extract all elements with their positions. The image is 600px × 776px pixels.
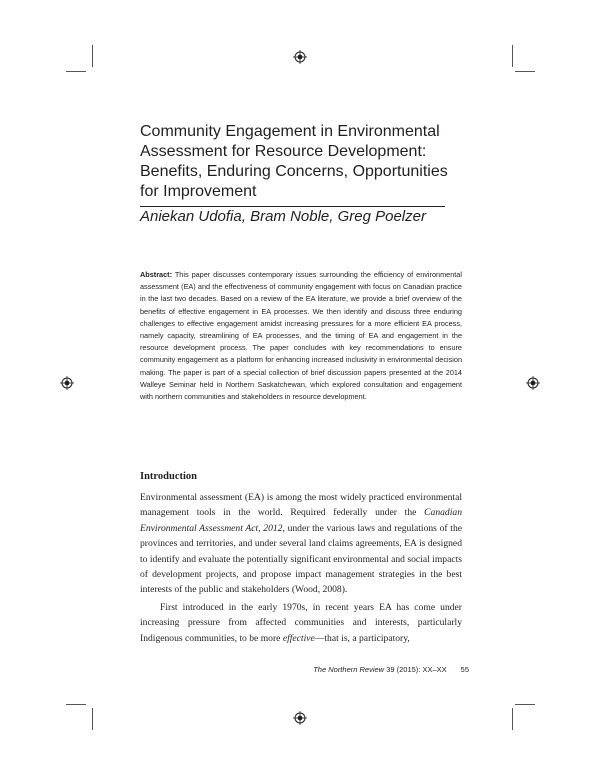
registration-mark-right-icon	[526, 376, 540, 390]
title-line-4: for Improvement	[140, 183, 257, 200]
body-paragraph-2	[140, 600, 462, 646]
p2-text-start: First introduced in the early 1970s, in recent years EA has come under increasing pressure from affected communities and interests, particularly Indigenous communities, to be more	[140, 602, 462, 644]
abstract-label: Abstract:	[140, 270, 173, 279]
abstract-text: This paper discusses contemporary issues surrounding the efficiency of environmental assessment (EA) and the effectiveness of community engagement with focus on Canadian practice in the last two decades. Based on a review of the EA literature, we provide a brief overview of the benefits of effective engagement in EA processes. We then identify and discuss three enduring challenges to effective engagement amidst increasing pressures for a more efficient EA process, namely capacity, streamlining of EA processes, and the timing of EA and engagement in the resource development process. The paper concludes with key recommendations to ensure community engagement as a platform for enhancing increased inclusivity in environmental decision making. The paper is part of a special collection of brief discussion papers presented at the 2014 Walleye Seminar held in Northern Saskatchewan, which explored consultation and engagement with northern communities and stakeholders in resource development.	[140, 270, 462, 402]
body-paragraph-1	[140, 490, 462, 598]
crop-mark-bottom-left-v	[92, 708, 93, 730]
registration-mark-top-icon	[293, 50, 307, 64]
p2-emphasis: effective	[282, 632, 315, 644]
author-list: Aniekan Udofia, Bram Noble, Greg Poelzer	[140, 208, 426, 225]
registration-mark-bottom-icon	[293, 711, 307, 725]
p2-text-end: —that is, a participatory,	[314, 632, 410, 644]
title-line-3: Benefits, Enduring Concerns, Opportunities	[140, 163, 448, 180]
abstract	[140, 269, 462, 403]
title-line-2: Assessment for Resource Development:	[140, 143, 427, 160]
paper-title	[140, 122, 460, 202]
page-footer	[313, 665, 469, 675]
footer-journal: The Northern Review	[313, 665, 385, 674]
crop-mark-top-right-h	[515, 71, 535, 72]
crop-mark-bottom-right-v	[512, 708, 513, 730]
crop-mark-top-left-v	[92, 45, 93, 67]
page-number: 55	[460, 665, 469, 674]
crop-mark-bottom-right-h	[515, 704, 535, 705]
p1-text-start: Environmental assessment (EA) is among the most widely practiced environmental management tools in the world. Required federally under the	[140, 492, 462, 519]
crop-mark-top-right-v	[512, 45, 513, 67]
crop-mark-bottom-left-h	[66, 704, 86, 705]
title-line-1: Community Engagement in Environmental	[140, 123, 440, 140]
p1-act-title: Canadian Environmental Assessment Act, 2012,	[140, 507, 462, 534]
footer-issue: 39 (2015): XX–XX	[386, 665, 447, 674]
crop-mark-top-left-h	[66, 71, 86, 72]
p1-text-end: under the various laws and regulations of the provinces and territories, and under several land claims agreements, EA is designed to identify and evaluate the potentially significant environmental and social impacts of development projects, and propose impact management strategies in the best interests of the public and stakeholders (Wood, 2008).	[140, 522, 462, 596]
registration-mark-left-icon	[60, 376, 74, 390]
section-heading: Introduction	[140, 471, 197, 482]
